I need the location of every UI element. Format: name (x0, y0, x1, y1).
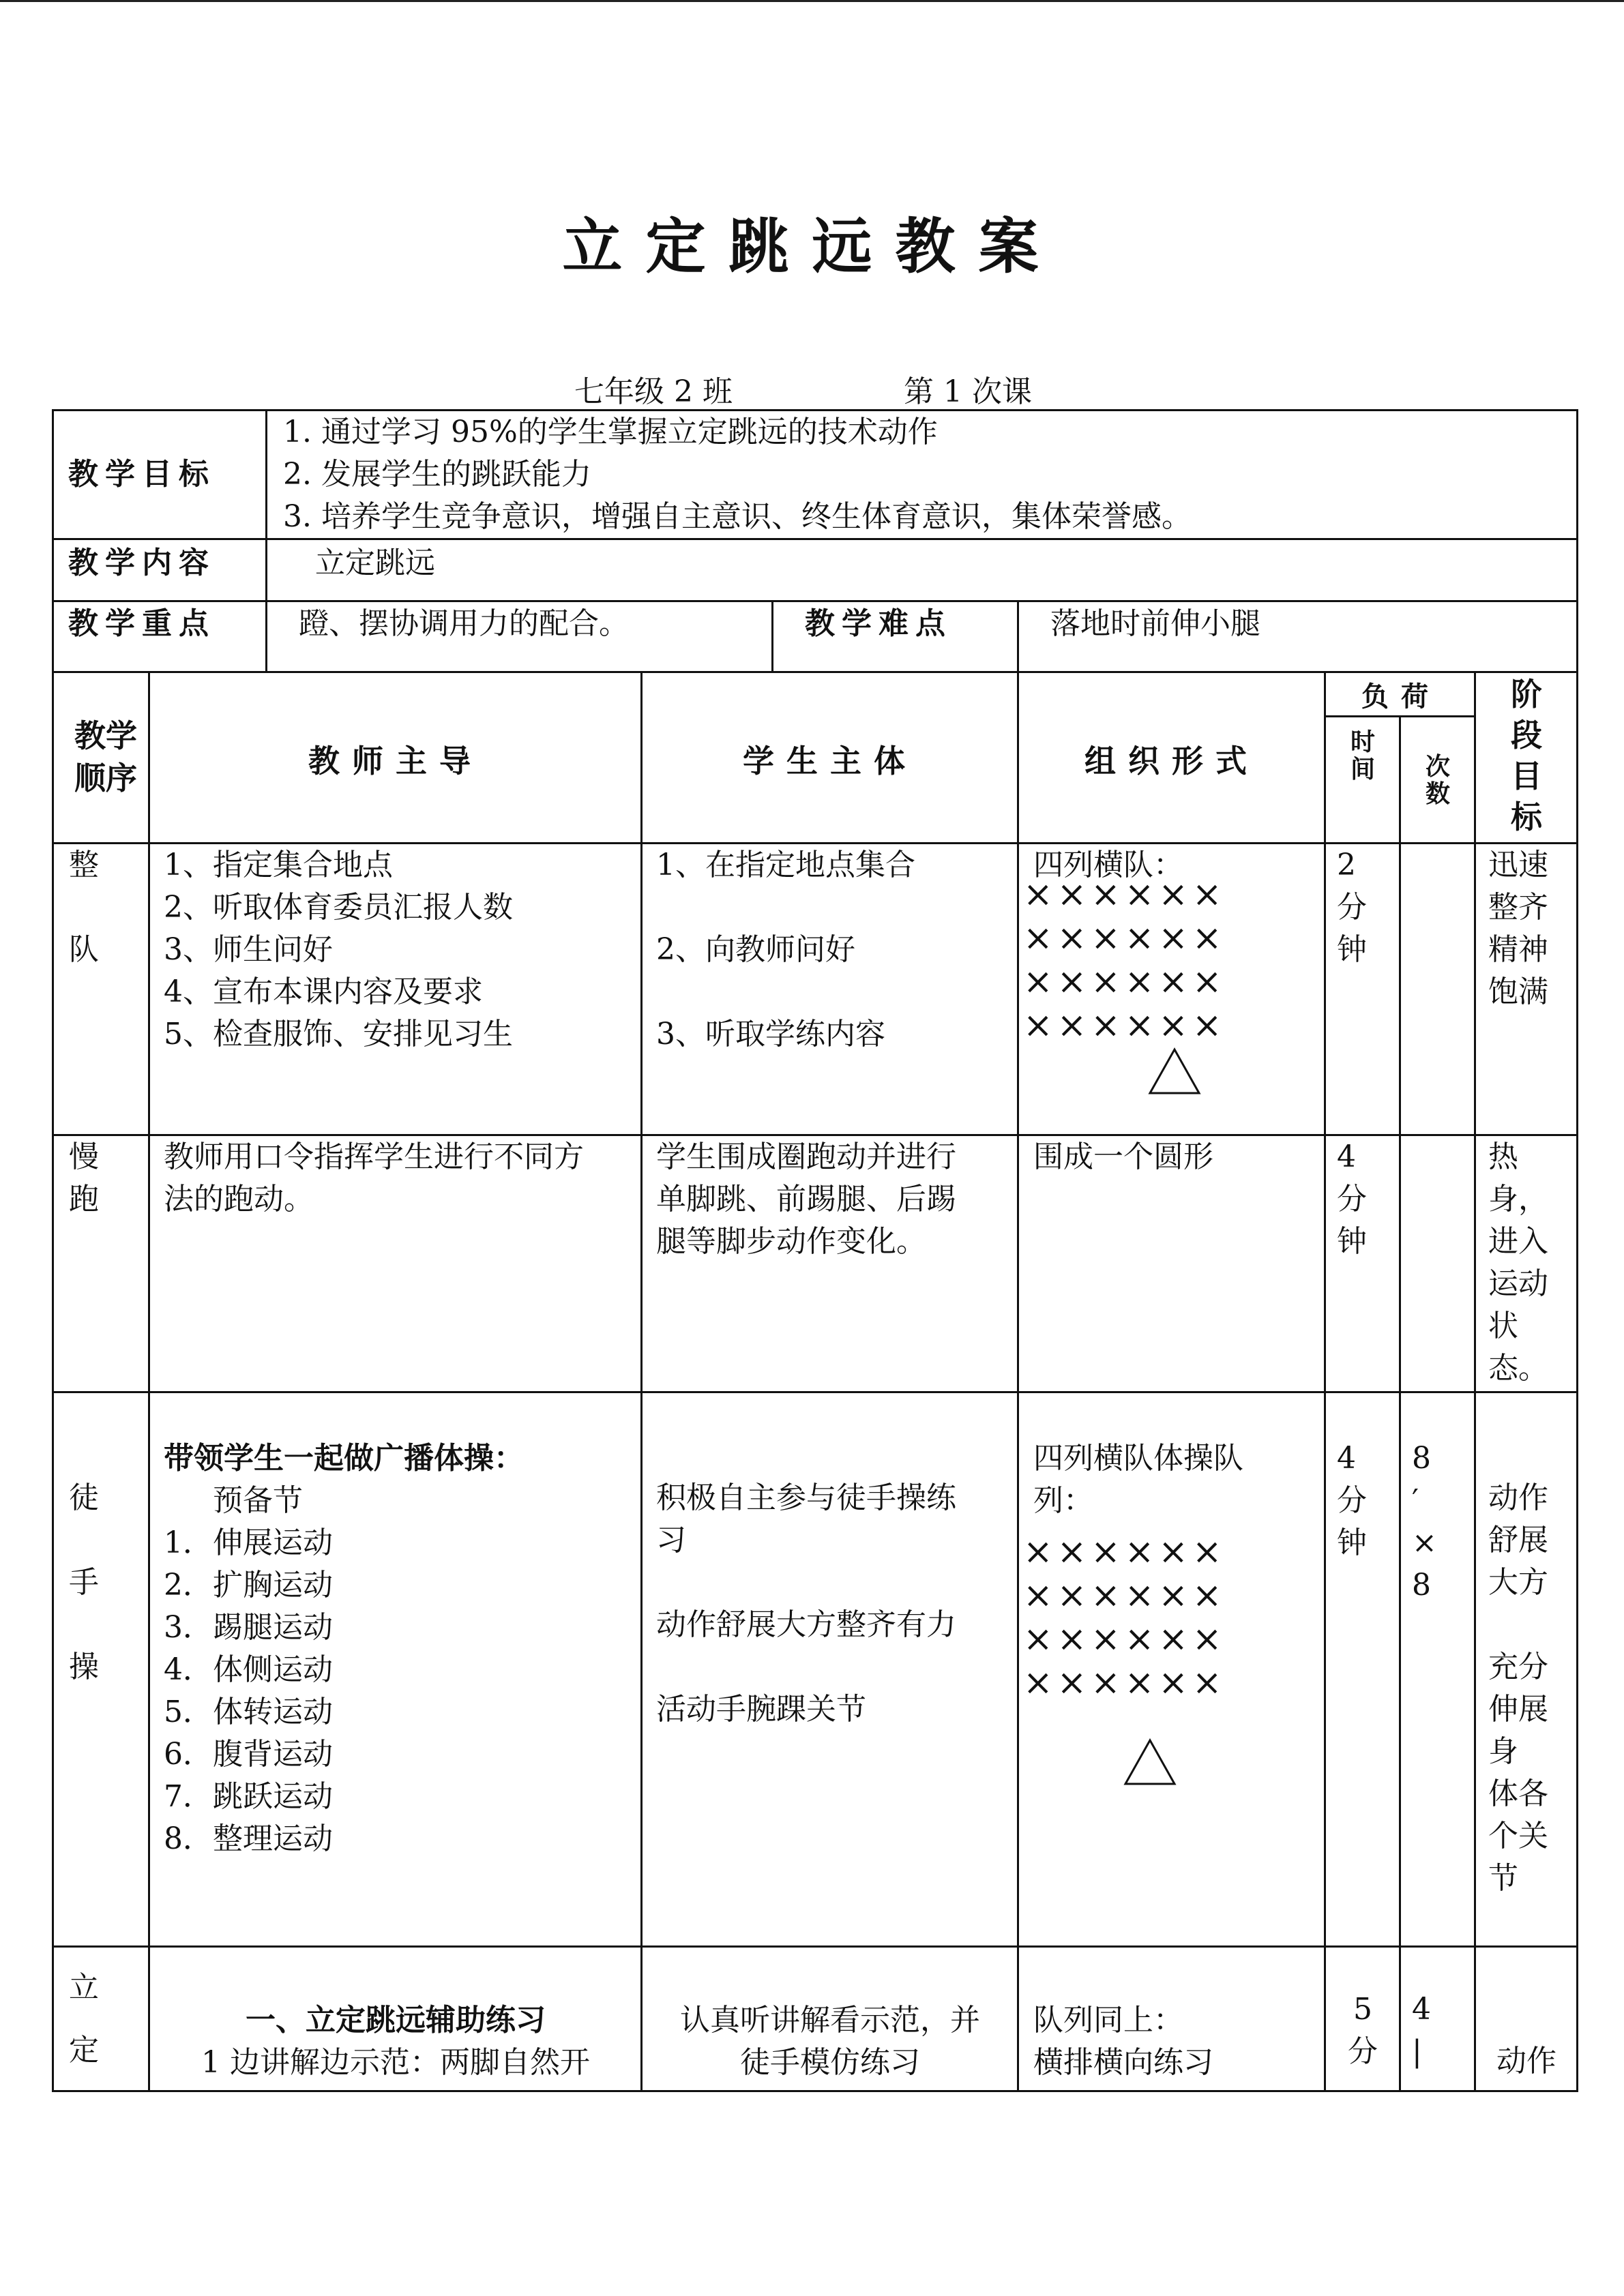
row2-order: 慢 跑 (69, 1139, 99, 1217)
row3-teacher: 带领学生一起做广播体操： 预备节 1．伸展运动 2．扩胸运动 3．踢腿运动 4．体侧运动 5．体转运动 6．腹背运动 7．跳跃运动 8．整理运动 (164, 1441, 524, 1856)
row3-time: 4 分 钟 (1337, 1441, 1367, 1560)
row3-org: 四列横队体操队 列： (1033, 1441, 1243, 1518)
header-org: 组织形式 (1084, 743, 1259, 779)
difficulty-label: 教学难点 (805, 606, 952, 641)
row2-student: 学生围成圈跑动并进行 单脚跳、前踢腿、后踢 腿等脚步动作变化。 (656, 1139, 956, 1259)
difficulty-value: 落地时前伸小腿 (1050, 606, 1260, 641)
row1-org: 四列横队： (1033, 848, 1183, 882)
lesson-info: 第 1 次课 (904, 374, 1032, 409)
objective-1: 1. 通过学习 95%的学生掌握立定跳远的技术动作 (283, 415, 938, 449)
row3-count: 8 ′ × 8 (1412, 1441, 1437, 1602)
teacher-triangle-icon (1123, 1738, 1177, 1787)
row2-teacher: 教师用口令指挥学生进行不同方 法的跑动。 (164, 1139, 584, 1217)
row1-formation: ×××××× ×××××× ×××××× ×××××× (1023, 874, 1226, 1046)
header-teacher: 教师主导 (308, 743, 483, 779)
content-value: 立定跳远 (315, 546, 435, 580)
row2-time: 4 分 钟 (1337, 1139, 1367, 1259)
row1-order: 整 队 (69, 848, 99, 967)
header-student: 学生主体 (743, 743, 917, 779)
row1-teacher: 1、指定集合地点 2、听取体育委员汇报人数 3、师生问好 4、宣布本课内容及要求 5、检查服饰、安排见习生 (164, 848, 513, 1052)
row1-time: 2 分 钟 (1337, 848, 1367, 967)
key-point-value: 蹬、摆协调用力的配合。 (299, 606, 629, 641)
row4-order: 立 定 (69, 1970, 99, 2068)
row1-student: 1、在指定地点集合 2、向教师问好 3、听取学练内容 (656, 848, 915, 1052)
row4-student: 认真听讲解看示范，并 徒手模仿练习 (680, 2003, 980, 2080)
row4-teacher: 一、立定跳远辅助练习 1 边讲解边示范：两脚自然开 (201, 2003, 590, 2080)
objective-2: 2. 发展学生的跳跃能力 (283, 457, 591, 492)
row3-order: 徒 手 操 (69, 1480, 99, 1684)
key-point-label: 教学重点 (68, 606, 216, 641)
teacher-triangle-icon (1147, 1047, 1202, 1096)
row4-org: 队列同上： 横排横向练习 (1033, 2003, 1213, 2080)
row4-count: 4 | (1412, 1992, 1431, 2069)
header-load: 负荷 (1361, 681, 1441, 713)
row1-goal: 迅速 整齐 精神 饱满 (1488, 848, 1548, 1009)
header-count: 次 数 (1425, 752, 1450, 808)
row4-goal: 动作 (1496, 2044, 1556, 2078)
header-time: 时 间 (1350, 728, 1375, 784)
row2-org: 围成一个圆形 (1033, 1139, 1213, 1174)
page-title: 立定跳远教案 (562, 211, 1062, 282)
header-stage-goal: 阶 段 目 标 (1511, 676, 1542, 835)
header-order: 教学 顺序 (74, 717, 137, 796)
row4-time: 5 分 (1348, 1992, 1378, 2069)
row3-formation: ×××××× ×××××× ×××××× ×××××× (1023, 1532, 1226, 1703)
row2-goal: 热 身， 进入 运动 状 态。 (1488, 1139, 1548, 1386)
row3-goal: 动作 舒展 大方 充分 伸展 身 体各 个关 节 (1488, 1480, 1548, 1896)
row3-student: 积极自主参与徒手操练 习 动作舒展大方整齐有力 活动手腕踝关节 (656, 1480, 956, 1727)
objective-3: 3. 培养学生竞争意识，增强自主意识、终生体育意识，集体荣誉感。 (283, 499, 1192, 534)
page-top-rule (0, 0, 1624, 2)
objectives-label: 教学目标 (68, 457, 216, 492)
class-info: 七年级 2 班 (574, 374, 733, 409)
content-label: 教学内容 (68, 546, 216, 580)
